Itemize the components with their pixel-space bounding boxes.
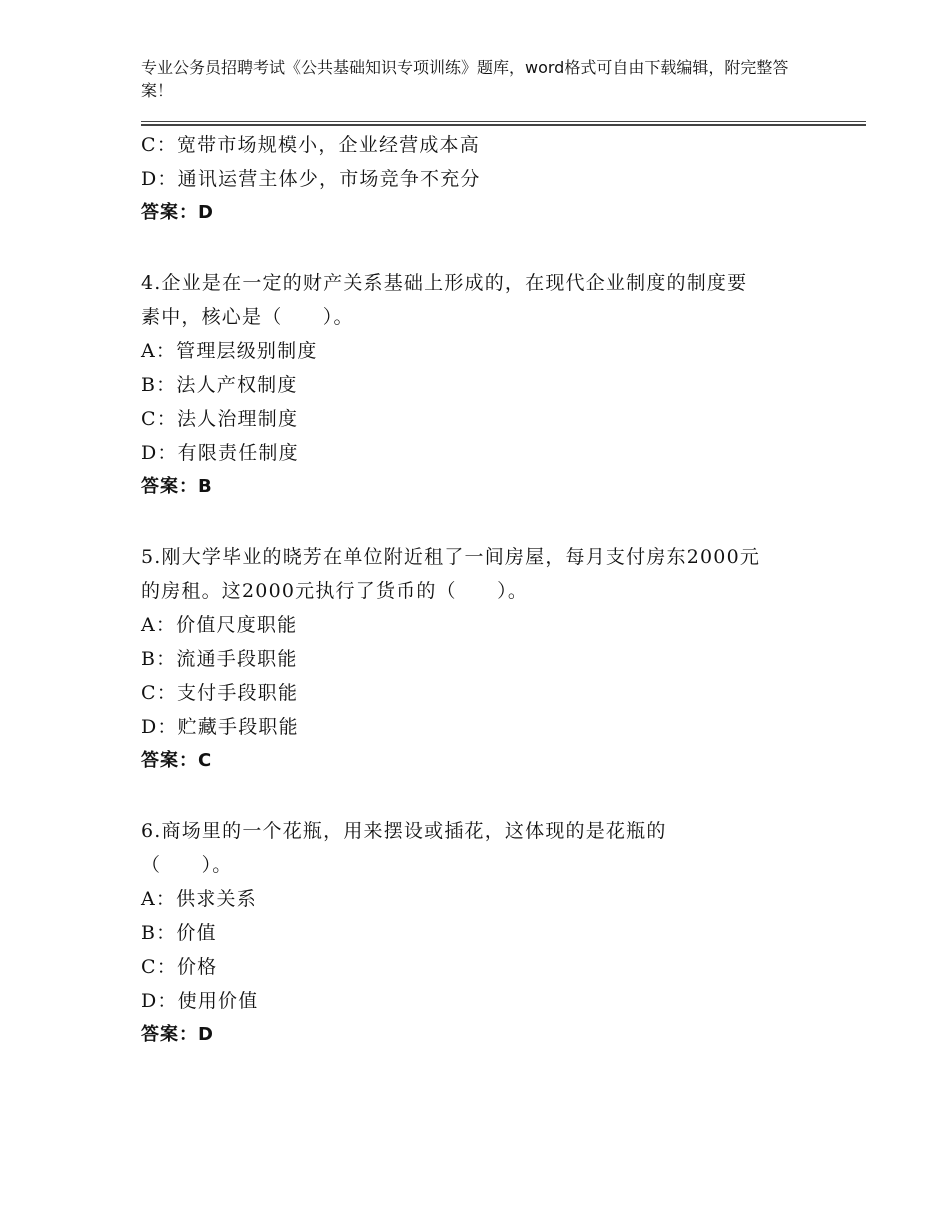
question-stem: 4.企业是在一定的财产关系基础上形成的，在现代企业制度的制度要 [141, 272, 748, 294]
answer-line: 答案：D [141, 1024, 214, 1045]
option-d: D：使用价值 [141, 990, 259, 1012]
question-stem: 5.刚大学毕业的晓芳在单位附近租了一间房屋，每月支付房东2000元 [141, 546, 761, 568]
question-4 [141, 266, 821, 504]
question-stem-cont: （ ）。 [141, 854, 233, 876]
option-a: A：价值尺度职能 [141, 614, 298, 636]
option-b: B：价值 [141, 922, 217, 944]
question-6 [141, 814, 821, 1052]
option-b: B：法人产权制度 [141, 374, 298, 396]
option-c: C：法人治理制度 [141, 408, 299, 430]
spacer [141, 778, 821, 814]
option-a: A：管理层级别制度 [141, 340, 318, 362]
page-header [141, 56, 801, 102]
header-text: 专业公务员招聘考试《公共基础知识专项训练》题库，word格式可自由下载编辑，附完整答案！ [141, 58, 789, 100]
question-list [141, 128, 821, 1052]
question-stem-cont: 素中，核心是（ ）。 [141, 306, 354, 328]
spacer [141, 504, 821, 540]
option-c: C：宽带市场规模小，企业经营成本高 [141, 134, 480, 156]
spacer [141, 230, 821, 266]
option-a: A：供求关系 [141, 888, 257, 910]
answer-line: 答案：B [141, 476, 213, 497]
option-d: D：通讯运营主体少，市场竞争不充分 [141, 168, 481, 190]
question-5 [141, 540, 821, 778]
header-rule-thin [141, 121, 866, 122]
option-d: D：贮藏手段职能 [141, 716, 299, 738]
option-c: C：价格 [141, 956, 218, 978]
question-stem: 6.商场里的一个花瓶，用来摆设或插花，这体现的是花瓶的 [141, 820, 667, 842]
answer-line: 答案：C [141, 750, 213, 771]
partial-question [141, 128, 821, 230]
option-d: D：有限责任制度 [141, 442, 299, 464]
option-b: B：流通手段职能 [141, 648, 298, 670]
header-rule-thick [141, 124, 866, 126]
option-c: C：支付手段职能 [141, 682, 299, 704]
question-stem-cont: 的房租。这2000元执行了货币的（ ）。 [141, 580, 529, 602]
answer-line: 答案：D [141, 202, 214, 223]
